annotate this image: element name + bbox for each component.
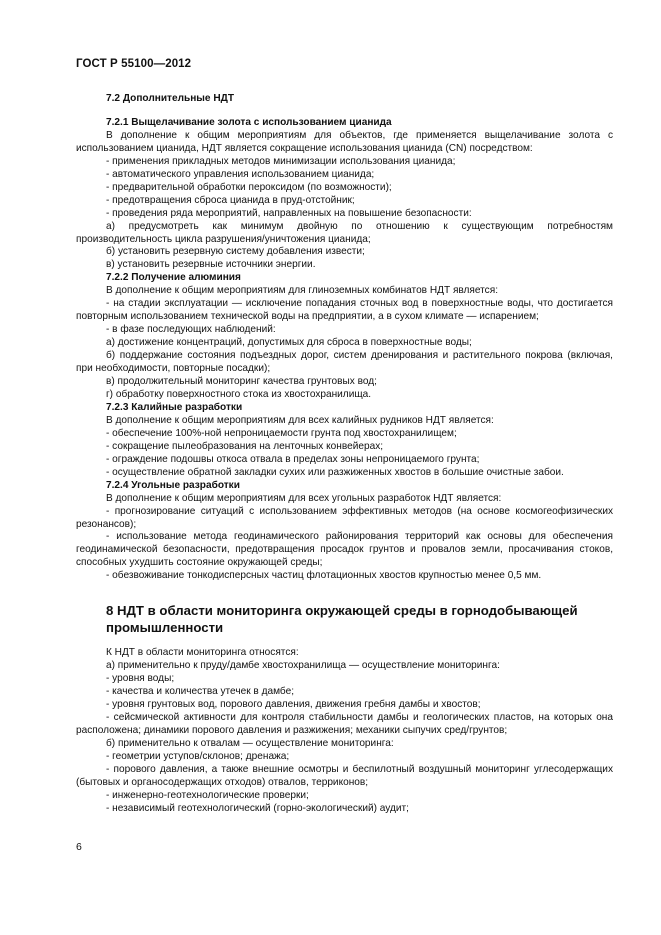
list-item: а) достижение концентраций, допустимых для сброса в поверхностные воды; [106,337,472,349]
paragraph: В дополнение к общим мероприятиям для объектов, где применяется выщелачивание золота с использованием цианида, НДТ является сокращение использования цианида (CN) посредством: [76,129,613,154]
list-item: г) обработку поверхностного стока из хвостохранилища. [106,388,372,400]
list-item: а) применительно к пруду/дамбе хвостохранилища — осуществление мониторинга: [106,660,500,672]
list-item: - ограждение подошвы откоса отвала в пределах зоны непроницаемого грунта; [106,453,480,465]
subsection-heading-7-2-4: 7.2.4 Угольные разработки [106,479,240,491]
list-item: - предварительной обработки пероксидом (по возможности); [106,181,392,193]
list-item: - геометрии уступов/склонов; дренажа; [106,750,290,762]
list-item: - на стадии эксплуатации — исключение попадания сточных вод в поверхностные воды, что достигается повторным использованием технической воды на предприятии, а в сухом климате — испарением; [76,298,613,323]
list-item: - обеспечение 100%-ной непроницаемости грунта под хвостохранилищем; [106,427,457,439]
page-number: 6 [76,841,82,853]
paragraph: В дополнение к общим мероприятиям для всех угольных разработок НДТ является: [106,492,502,504]
list-item: - предотвращения сброса цианида в пруд-отстойник; [106,194,355,206]
list-item: б) поддержание состояния подъездных дорог, систем дренирования и растительного покрова (включая, при необходимости, повторные посадки); [76,350,613,375]
paragraph: В дополнение к общим мероприятиям для глиноземных комбинатов НДТ является: [106,285,498,297]
list-item: б) применительно к отвалам — осуществление мониторинга: [106,737,394,749]
document-body [76,93,613,816]
list-item: - качества и количества утечек в дамбе; [106,686,295,698]
section-heading-7-2: 7.2 Дополнительные НДТ [106,93,234,104]
paragraph: К НДТ в области мониторинга относятся: [106,647,299,659]
subsection-heading-7-2-2: 7.2.2 Получение алюминия [106,272,241,284]
subsection-heading-7-2-3: 7.2.3 Калийные разработки [106,401,243,413]
list-item: - применения прикладных методов минимизации использования цианида; [106,155,456,167]
subsection-heading-7-2-1: 7.2.1 Выщелачивание золота с использованием цианида [106,116,392,128]
paragraph: В дополнение к общим мероприятиям для всех калийных рудников НДТ является: [106,414,494,426]
list-item: - обезвоживание тонкодисперсных частиц флотационных хвостов крупностью менее 0,5 мм. [106,570,542,582]
list-item: в) продолжительный мониторинг качества грунтовых вод; [106,376,377,388]
list-item: - сокращение пылеобразования на ленточных конвейерах; [106,440,384,452]
list-item: - автоматического управления использованием цианида; [106,168,375,180]
list-item: - уровня воды; [106,673,175,685]
document-header: ГОСТ Р 55100—2012 [76,58,192,70]
section-heading-8: 8 НДТ в области мониторинга окружающей среды в горнодобывающей промышленности [106,603,578,636]
list-item: - сейсмической активности для контроля стабильности дамбы и геологических пластов, на которых она расположена; динамики порового давления и разжижения; механики сыпучих сред/грунтов; [76,712,613,736]
list-item: - порового давления, а также внешние осмотры и беспилотный воздушный мониторинг углесодержащих (бытовых и органосодержащих отходов) отвалов, терриконов; [76,763,613,788]
list-item: - независимый геотехнологический (горно-экологический) аудит; [106,802,409,814]
list-item: - прогнозирование ситуаций с использованием эффективных методов (на основе космогеофизических резонансов); [76,505,613,530]
list-item: - проведения ряда мероприятий, направленных на повышение безопасности: [106,207,472,219]
list-item: б) установить резервную систему добавления извести; [106,246,365,258]
list-item: - уровня грунтовых вод, порового давления, движения гребня дамбы и хвостов; [106,699,481,711]
list-item: - в фазе последующих наблюдений: [106,324,276,336]
list-item: - осуществление обратной закладки сухих или разжиженных хвостов в большие очистные забои. [106,466,564,478]
list-item: - инженерно-геотехнологические проверки; [106,789,309,801]
list-item: а) предусмотреть как минимум двойную по отношению к существующим потребностям производительность цикла разрушения/уничтожения цианида; [76,220,613,245]
list-item: в) установить резервные источники энергии. [106,259,316,271]
list-item: - использование метода геодинамического районирования территорий как основы для обеспечения геодинамической безопасности, предотвращения просадок грунтов и провалов земли, просачивания стоков, способных ухудшить состояние окружающей среды; [76,531,613,569]
